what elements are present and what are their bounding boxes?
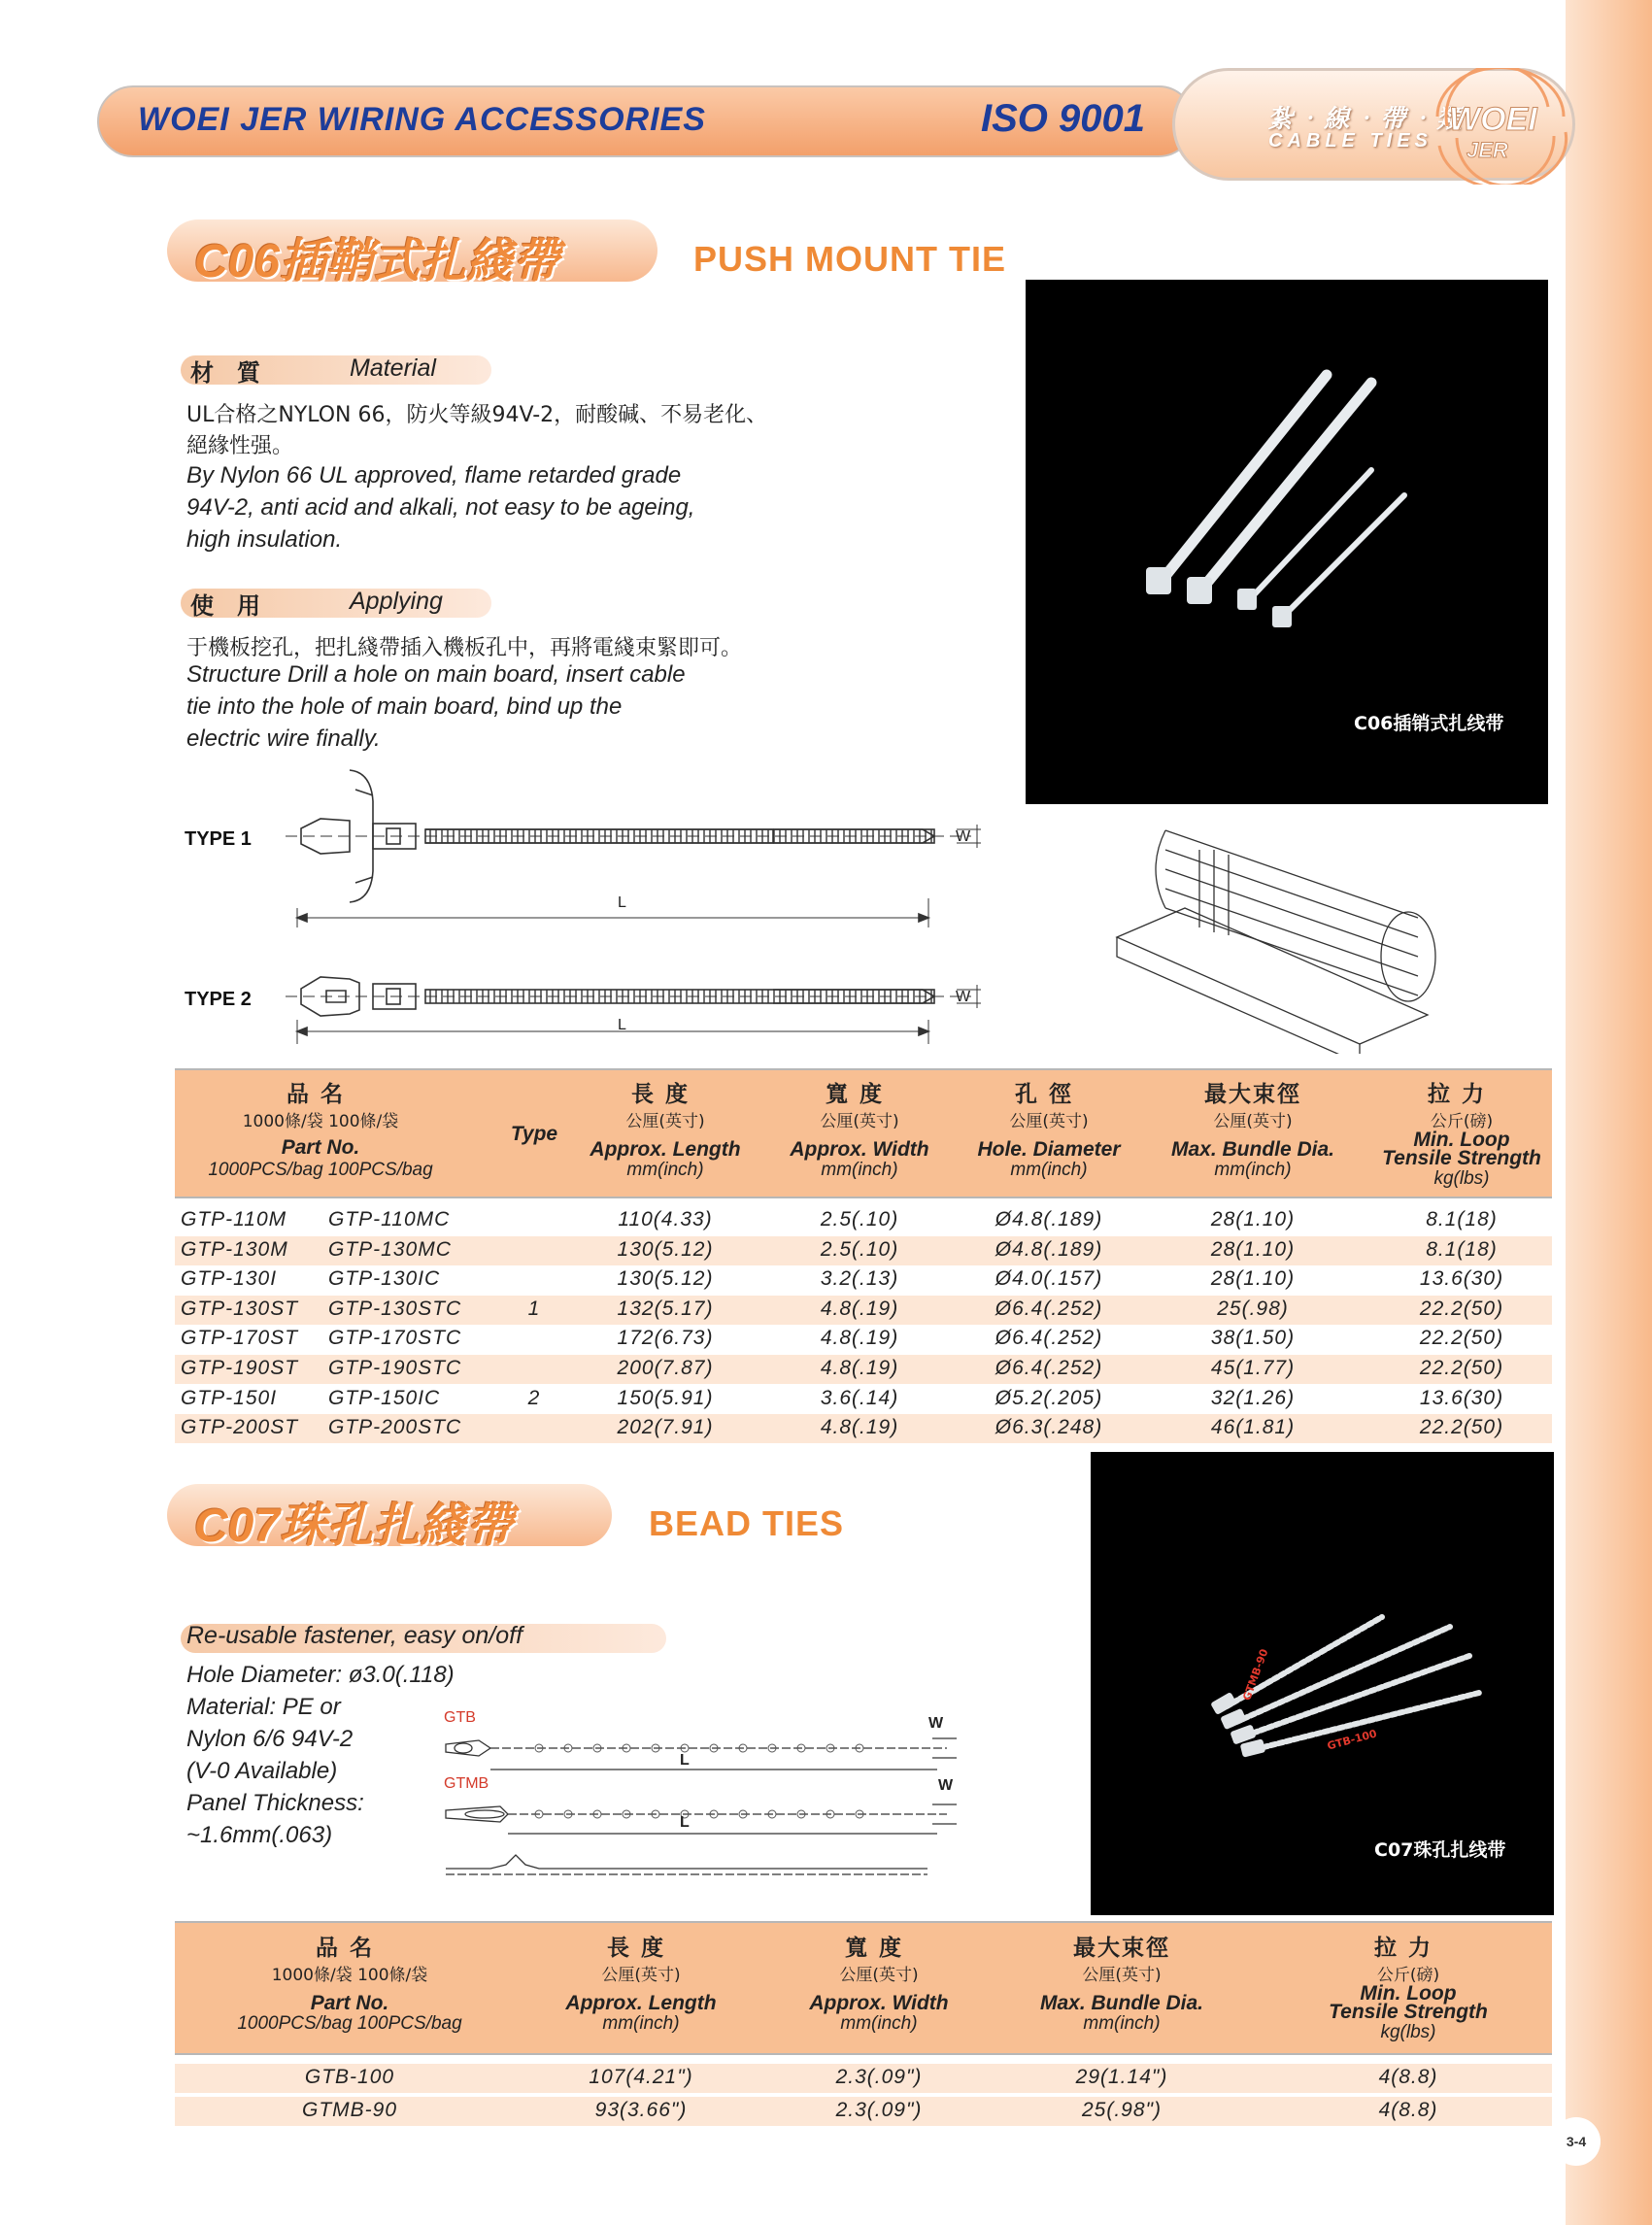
cell-bundle: 46(1.81) xyxy=(1210,1416,1296,1439)
c06-th-bundle-unit-cn: 公厘(英寸) xyxy=(1213,1112,1293,1131)
c06-th-tensile-unit: kg(lbs) xyxy=(1433,1168,1490,1189)
c07-title: C07珠孔扎綫帶 xyxy=(194,1500,514,1552)
c06-th-hole-unit-cn: 公厘(英寸) xyxy=(1009,1112,1089,1131)
cell-width: 3.2(.13) xyxy=(820,1267,899,1291)
header-product-en: CABLE TIES xyxy=(1268,130,1433,152)
c06-th-width-unit: mm(inch) xyxy=(821,1160,898,1180)
c07-th-tensile-unit: kg(lbs) xyxy=(1380,2022,1436,2042)
diagram-gtb-label: GTB xyxy=(444,1709,476,1726)
c06-th-hole-en: Hole. Diameter xyxy=(977,1138,1121,1161)
type2-dim-l: L xyxy=(618,1017,626,1033)
cell-tensile: 22.2(50) xyxy=(1419,1297,1504,1320)
page-number: 3-4 xyxy=(1552,2117,1601,2166)
cell-type: 2 xyxy=(527,1386,541,1409)
table-row xyxy=(175,1206,1552,1235)
cell-part: GTMB-90 xyxy=(301,2099,397,2121)
diagram-gtb-w: W xyxy=(928,1715,944,1732)
header-product-cn: 紮‧線‧帶‧類 xyxy=(1267,105,1466,134)
material-text-en-3: high insulation. xyxy=(186,526,343,553)
right-margin-bar xyxy=(1566,0,1652,2225)
c07-th-tensile-en2: Tensile Strength xyxy=(1329,2001,1488,2023)
type1-label: TYPE 1 xyxy=(185,828,252,850)
cell-type: 1 xyxy=(527,1297,541,1320)
applying-heading-cn: 使用 xyxy=(190,592,284,620)
c07-th-part-en: Part No. xyxy=(310,1992,389,2014)
c06-th-length-cn: 長度 xyxy=(631,1082,699,1107)
c07-th-bundle-en: Max. Bundle Dia. xyxy=(1039,1992,1204,2014)
table-row xyxy=(175,2064,1552,2093)
c06-th-part-en: Part No. xyxy=(281,1136,360,1159)
c06-th-part-bag-en: 1000PCS/bag 100PCS/bag xyxy=(208,1160,433,1180)
material-text-cn-1: UL合格之NYLON 66，防火等級94V-2，耐酸碱、不易老化、 xyxy=(186,403,768,427)
cell-p1: GTP-190ST xyxy=(181,1357,299,1379)
c06-th-length-unit-cn: 公厘(英寸) xyxy=(625,1112,705,1131)
c07-th-bundle-unit-cn: 公厘(英寸) xyxy=(1082,1966,1162,1985)
svg-text:WOEI: WOEI xyxy=(1449,101,1537,138)
cell-tensile: 8.1(18) xyxy=(1426,1237,1498,1261)
cell-tensile: 4(8.8) xyxy=(1378,2066,1438,2088)
cell-length: 130(5.12) xyxy=(617,1237,714,1261)
cell-tensile: 8.1(18) xyxy=(1426,1208,1498,1230)
c07-th-bundle-unit: mm(inch) xyxy=(1083,2013,1161,2034)
type1-dim-l: L xyxy=(618,894,626,911)
c07-th-width-unit-cn: 公厘(英寸) xyxy=(839,1966,919,1985)
table-row xyxy=(175,1325,1552,1354)
cell-width: 2.3(.09") xyxy=(835,2066,923,2088)
c07-th-part-cn: 品名 xyxy=(316,1936,384,1961)
cell-length: 93(3.66") xyxy=(594,2099,688,2121)
cell-hole: Ø6.4(.252) xyxy=(995,1357,1103,1379)
c06-th-length-unit: mm(inch) xyxy=(626,1160,704,1180)
c06-th-part-bag-cn: 1000條/袋 100條/袋 xyxy=(242,1112,399,1131)
material-text-en-2: 94V-2, anti acid and alkali, not easy to be ageing, xyxy=(186,494,695,521)
c06-th-width-unit-cn: 公厘(英寸) xyxy=(820,1112,899,1131)
c06-th-tensile-unit-cn: 公斤(磅) xyxy=(1430,1112,1494,1131)
cell-width: 2.3(.09") xyxy=(835,2099,923,2121)
applying-text-en-2: tie into the hole of main board, bind up the xyxy=(186,693,623,720)
cell-hole: Ø4.8(.189) xyxy=(995,1208,1103,1230)
c07-th-tensile-cn: 拉力 xyxy=(1374,1936,1442,1961)
cell-bundle: 28(1.10) xyxy=(1210,1237,1296,1261)
applying-heading-en: Applying xyxy=(350,588,443,615)
iso-label: ISO 9001 xyxy=(981,97,1146,140)
c07-subtitle: BEAD TIES xyxy=(649,1503,845,1543)
c06-th-bundle-cn: 最大束徑 xyxy=(1204,1082,1301,1107)
cell-p1: GTP-130ST xyxy=(181,1297,299,1320)
c06-th-tensile-en1: Min. Loop xyxy=(1413,1129,1510,1151)
cell-p1: GTP-110M xyxy=(181,1208,287,1230)
c07-th-length-cn: 長度 xyxy=(607,1936,675,1961)
cell-p1: GTP-130I xyxy=(181,1267,278,1291)
company-name: WOEI JER WIRING ACCESSORIES xyxy=(138,101,706,138)
cell-p1: GTP-130M xyxy=(181,1237,288,1261)
c06-subtitle: PUSH MOUNT TIE xyxy=(693,239,1007,279)
cell-bundle: 28(1.10) xyxy=(1210,1208,1296,1230)
c06-th-tensile-en2: Tensile Strength xyxy=(1382,1147,1541,1169)
cell-p1: GTP-200ST xyxy=(181,1416,299,1439)
material-text-en-1: By Nylon 66 UL approved, flame retarded grade xyxy=(186,462,682,489)
cell-p1: GTP-150I xyxy=(181,1386,278,1409)
table-row xyxy=(175,1385,1552,1414)
cell-p2: GTP-130MC xyxy=(328,1237,452,1261)
woei-jer-logo xyxy=(1428,68,1573,185)
c07-spec-2: Material: PE or xyxy=(186,1694,341,1720)
svg-text:JER: JER xyxy=(1467,138,1508,162)
c07-th-part-bag-en: 1000PCS/bag 100PCS/bag xyxy=(237,2013,462,2034)
c07-photo-label-2: GTB-100 xyxy=(1326,1727,1379,1753)
c06-th-width-en: Approx. Width xyxy=(790,1138,929,1161)
applying-text-cn: 于機板挖孔，把扎綫帶插入機板孔中，再將電綫束緊即可。 xyxy=(186,636,743,660)
cell-length: 107(4.21") xyxy=(589,2066,693,2088)
c07-tagline: Re-usable fastener, easy on/off xyxy=(186,1622,523,1649)
c06-th-part-cn: 品名 xyxy=(287,1082,354,1107)
cell-tensile: 4(8.8) xyxy=(1378,2099,1438,2121)
cell-width: 4.8(.19) xyxy=(820,1357,899,1379)
cell-p2: GTP-150IC xyxy=(328,1386,441,1409)
cell-hole: Ø5.2(.205) xyxy=(995,1386,1103,1409)
cell-bundle: 45(1.77) xyxy=(1210,1357,1296,1379)
cell-bundle: 38(1.50) xyxy=(1210,1327,1296,1350)
type1-dim-w: W xyxy=(956,828,971,845)
diagram-gtmb-label: GTMB xyxy=(444,1775,489,1792)
c07-th-width-cn: 寬度 xyxy=(845,1936,913,1961)
cell-p2: GTP-110MC xyxy=(328,1208,451,1230)
cell-hole: Ø6.3(.248) xyxy=(995,1416,1103,1439)
cell-tensile: 13.6(30) xyxy=(1419,1267,1504,1291)
c06-title: C06插鞘式扎綫帶 xyxy=(194,236,560,287)
c06-th-type: Type xyxy=(510,1123,558,1145)
table-row xyxy=(175,1355,1552,1384)
cell-bundle: 29(1.14") xyxy=(1075,2066,1168,2088)
cell-width: 3.6(.14) xyxy=(820,1386,899,1409)
c07-th-length-en: Approx. Length xyxy=(565,1992,717,2014)
cell-bundle: 25(.98) xyxy=(1217,1297,1289,1320)
cell-width: 4.8(.19) xyxy=(820,1416,899,1439)
table-row xyxy=(175,1265,1552,1295)
cell-p2: GTP-130IC xyxy=(328,1267,441,1291)
cell-tensile: 22.2(50) xyxy=(1419,1416,1504,1439)
cell-length: 130(5.12) xyxy=(617,1267,714,1291)
push-mount-tie-diagram xyxy=(282,762,1000,1059)
c07-photo-caption: C07珠孔扎线带 xyxy=(1374,1839,1506,1861)
cell-length: 150(5.91) xyxy=(617,1386,714,1409)
cell-part: GTB-100 xyxy=(304,2066,395,2088)
cell-tensile: 13.6(30) xyxy=(1419,1386,1504,1409)
c07-th-length-unit: mm(inch) xyxy=(602,2013,680,2034)
c06-th-bundle-unit: mm(inch) xyxy=(1214,1160,1292,1180)
c06-th-length-en: Approx. Length xyxy=(590,1138,741,1161)
cell-bundle: 32(1.26) xyxy=(1210,1386,1296,1409)
c06-th-tensile-cn: 拉力 xyxy=(1428,1082,1496,1107)
c06-th-hole-cn: 孔徑 xyxy=(1015,1082,1083,1107)
cell-width: 2.5(.10) xyxy=(820,1208,899,1230)
bead-tie-diagram xyxy=(442,1709,966,1884)
cell-length: 172(6.73) xyxy=(617,1327,714,1350)
c07-spec-4: (V-0 Available) xyxy=(186,1758,338,1784)
material-heading-en: Material xyxy=(350,354,436,382)
cell-p2: GTP-130STC xyxy=(328,1297,462,1320)
table-row xyxy=(175,1296,1552,1325)
diagram-gtmb-w: W xyxy=(938,1777,954,1794)
c07-th-width-unit: mm(inch) xyxy=(840,2013,918,2034)
table-row xyxy=(175,2097,1552,2126)
c07-spec-3: Nylon 6/6 94V-2 xyxy=(186,1726,354,1752)
bundle-mount-drawing xyxy=(1107,811,1437,1054)
c07-th-tensile-unit-cn: 公斤(磅) xyxy=(1376,1966,1440,1985)
c07-spec-6: ~1.6mm(.063) xyxy=(186,1822,333,1848)
c07-th-part-bag-cn: 1000條/袋 100條/袋 xyxy=(271,1966,428,1985)
table-row xyxy=(175,1236,1552,1265)
cell-length: 202(7.91) xyxy=(617,1416,714,1439)
c06-th-hole-unit: mm(inch) xyxy=(1010,1160,1088,1180)
cell-tensile: 22.2(50) xyxy=(1419,1357,1504,1379)
cell-hole: Ø6.4(.252) xyxy=(995,1297,1103,1320)
cell-hole: Ø4.8(.189) xyxy=(995,1237,1103,1261)
cell-bundle: 25(.98") xyxy=(1082,2099,1162,2121)
cell-hole: Ø6.4(.252) xyxy=(995,1327,1103,1350)
cell-width: 4.8(.19) xyxy=(820,1297,899,1320)
c07-spec-1: Hole Diameter: ø3.0(.118) xyxy=(186,1662,455,1688)
c07-th-tensile-en1: Min. Loop xyxy=(1360,1982,1457,2005)
cell-length: 132(5.17) xyxy=(617,1297,714,1320)
cell-width: 2.5(.10) xyxy=(820,1237,899,1261)
applying-text-en-3: electric wire finally. xyxy=(186,725,381,752)
type2-dim-w: W xyxy=(956,989,971,1005)
material-heading-cn: 材質 xyxy=(190,359,284,387)
cell-width: 4.8(.19) xyxy=(820,1327,899,1350)
material-text-cn-2: 絕緣性强。 xyxy=(186,434,294,458)
cell-p2: GTP-200STC xyxy=(328,1416,462,1439)
cell-bundle: 28(1.10) xyxy=(1210,1267,1296,1291)
c07-th-width-en: Approx. Width xyxy=(809,1992,949,2014)
diagram-gtmb-l: L xyxy=(680,1814,690,1831)
cell-tensile: 22.2(50) xyxy=(1419,1327,1504,1350)
type2-label: TYPE 2 xyxy=(185,989,252,1010)
applying-text-en-1: Structure Drill a hole on main board, insert cable xyxy=(186,661,686,688)
diagram-gtb-l: L xyxy=(680,1752,690,1769)
cell-hole: Ø4.0(.157) xyxy=(995,1267,1103,1291)
cell-p1: GTP-170ST xyxy=(181,1327,299,1350)
c07-spec-5: Panel Thickness: xyxy=(186,1790,364,1816)
cell-length: 110(4.33) xyxy=(618,1208,713,1230)
c07-th-bundle-cn: 最大束徑 xyxy=(1073,1936,1170,1961)
c06-th-width-cn: 寬度 xyxy=(826,1082,893,1107)
table-row xyxy=(175,1414,1552,1443)
c06-th-bundle-en: Max. Bundle Dia. xyxy=(1170,1138,1335,1161)
cell-p2: GTP-170STC xyxy=(328,1327,462,1350)
cell-p2: GTP-190STC xyxy=(328,1357,462,1379)
c07-th-length-unit-cn: 公厘(英寸) xyxy=(601,1966,681,1985)
cell-length: 200(7.87) xyxy=(617,1357,714,1379)
c07-photo-label-1: GTMB-90 xyxy=(1240,1647,1271,1702)
c06-photo-caption: C06插销式扎线带 xyxy=(1354,713,1504,734)
